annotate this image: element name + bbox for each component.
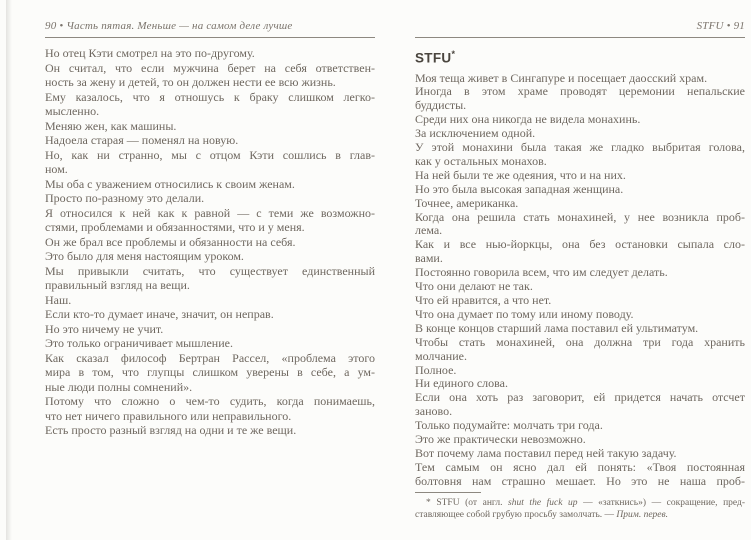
text-line: стями, проблемами и обязанностями, что и у меня. xyxy=(45,220,305,234)
text-segment: ставляющее собой грубую просьбу замолчать. — xyxy=(415,509,617,520)
text-line: Только подумайте: молчать три года. xyxy=(415,419,603,433)
text-line: Тем самым он ясно дал ей понять: «Твоя постоянная xyxy=(415,460,745,474)
text-line xyxy=(415,497,745,509)
left-page-body xyxy=(45,46,375,438)
text-line: Это же практически невозможно. xyxy=(415,433,586,447)
text-line: Я относился к ней как к равной — с теми же возможно- xyxy=(45,205,375,220)
text-line: Но это ничему не учит. xyxy=(45,321,164,336)
chapter-title xyxy=(415,47,745,66)
text-line: мысленно. xyxy=(45,104,100,118)
footnote-marker: * xyxy=(451,49,456,59)
text-line: Мы привыкли считать, что существует единственный xyxy=(45,263,375,278)
text-line: Он же брал все проблемы и обязанности на себя. xyxy=(45,234,296,249)
text-line: Мы оба с уважением относились к своим женам. xyxy=(45,176,295,191)
text-line: молчание. xyxy=(415,349,467,363)
left-page xyxy=(45,20,375,438)
right-page xyxy=(415,20,745,521)
text-line: Что ей нравится, а что нет. xyxy=(415,294,552,307)
text-line: буддисты. xyxy=(415,99,467,113)
text-line: правильный взгляд на вещи. xyxy=(45,278,190,292)
text-line: Есть просто разный взгляд на одни и те же вещи. xyxy=(45,423,297,437)
text-line: Точнее, американка. xyxy=(415,196,519,210)
footnote-body xyxy=(415,497,745,521)
text-line: ные люди полны сомнений». xyxy=(45,379,193,394)
text-line: Чтобы стать монахиней, она должна три года хранить xyxy=(415,335,745,349)
footnote-rule xyxy=(415,492,481,493)
text-line: вами. xyxy=(415,252,443,266)
text-line: Но это была высокая западная женщина. xyxy=(415,182,624,196)
text-line: заново. xyxy=(415,405,453,419)
text-line: Как и все нью-йоркцы, она без остановки сыпала сло- xyxy=(415,238,745,252)
text-line: Среди них она никогда не видела монахинь. xyxy=(415,113,641,127)
text-line: Это только ограничивает мышление. xyxy=(45,336,233,350)
text-line: Потому что сложно о чем-то судить, когда понимаешь, xyxy=(45,394,375,408)
text-line xyxy=(415,509,745,521)
right-page-body xyxy=(415,72,745,489)
text-line: Что они делают не так. xyxy=(415,280,533,294)
text-line: Если она хоть раз заговорит, ей придется начать отсчет xyxy=(415,391,745,405)
text-line: мира в том, что глупцы слишком уверены в себе, а ум- xyxy=(45,365,375,379)
text-line: Если кто-то думает иначе, значит, он неправ. xyxy=(45,307,274,321)
text-line: Моя теща живет в Сингапуре и посещает даосский храм. xyxy=(415,71,708,85)
text-line: Но, как ни странно, мы с отцом Кэти сошлись в глав- xyxy=(45,147,375,162)
text-line: На ней были те же одеяния, что и на них. xyxy=(415,168,626,182)
text-line: У этой монахини была такая же гладко выбритая голова, xyxy=(415,141,745,155)
text-line: Это было для меня настоящим уроком. xyxy=(45,249,244,263)
italic-text-segment: shut the fuck up xyxy=(508,497,578,508)
text-line: Надоела старая — поменял на новую. xyxy=(45,133,239,147)
text-line: ном. xyxy=(45,162,68,176)
chapter-title-text: STFU xyxy=(415,50,452,66)
text-segment: — «заткнись») — сокращение, пред- xyxy=(577,497,745,508)
left-running-header: 90 • Часть пятая. Меньше — на самом деле лучше xyxy=(45,20,375,38)
italic-text-segment: Прим. перев. xyxy=(616,509,669,520)
text-line: Иногда в этом храме проводят церемонии непальские xyxy=(415,85,745,99)
text-line: Что она думает по тому или иному поводу. xyxy=(415,307,634,321)
text-line: Просто по-разному это делали. xyxy=(45,191,205,205)
scan-page-edge xyxy=(6,0,12,540)
text-line: Ему казалось, что я отношусь к браку слишком легко- xyxy=(45,89,375,104)
text-line: лема. xyxy=(415,224,443,238)
text-line: Но отец Кэти смотрел на это по-другому. xyxy=(45,46,255,60)
text-line: болтовня нам страшно мешает. Но это не наша проб- xyxy=(415,474,745,488)
text-segment: * STFU (от англ. xyxy=(426,497,509,508)
text-line: что нет ничего правильного или неправильного. xyxy=(45,408,292,423)
text-line: Он считал, что если мужчина берет на себя ответствен- xyxy=(45,60,375,75)
right-running-header: STFU • 91 xyxy=(415,20,745,38)
text-line: Полное. xyxy=(415,363,457,377)
text-line: За исключением одной. xyxy=(415,127,536,141)
text-line: Как сказал философ Бертран Рассел, «проблема этого xyxy=(45,350,375,365)
text-line: как у остальных монахов. xyxy=(415,154,547,168)
text-line: Меняю жен, как машины. xyxy=(45,118,177,133)
footnote xyxy=(415,492,745,521)
text-line: Вот почему лама поставил перед ней такую задачу. xyxy=(415,446,677,460)
text-line: В конце концов старший лама поставил ей ультиматум. xyxy=(415,321,699,335)
text-line: Ни единого слова. xyxy=(415,377,508,391)
text-line: ность за жену и детей, то он должен нести ее всю жизнь. xyxy=(45,75,336,89)
text-line: Постоянно говорила всем, что им следует делать. xyxy=(415,266,668,280)
text-line: Когда она решила стать монахиней, у нее возникла проб- xyxy=(415,210,745,224)
text-line: Наш. xyxy=(45,292,72,307)
